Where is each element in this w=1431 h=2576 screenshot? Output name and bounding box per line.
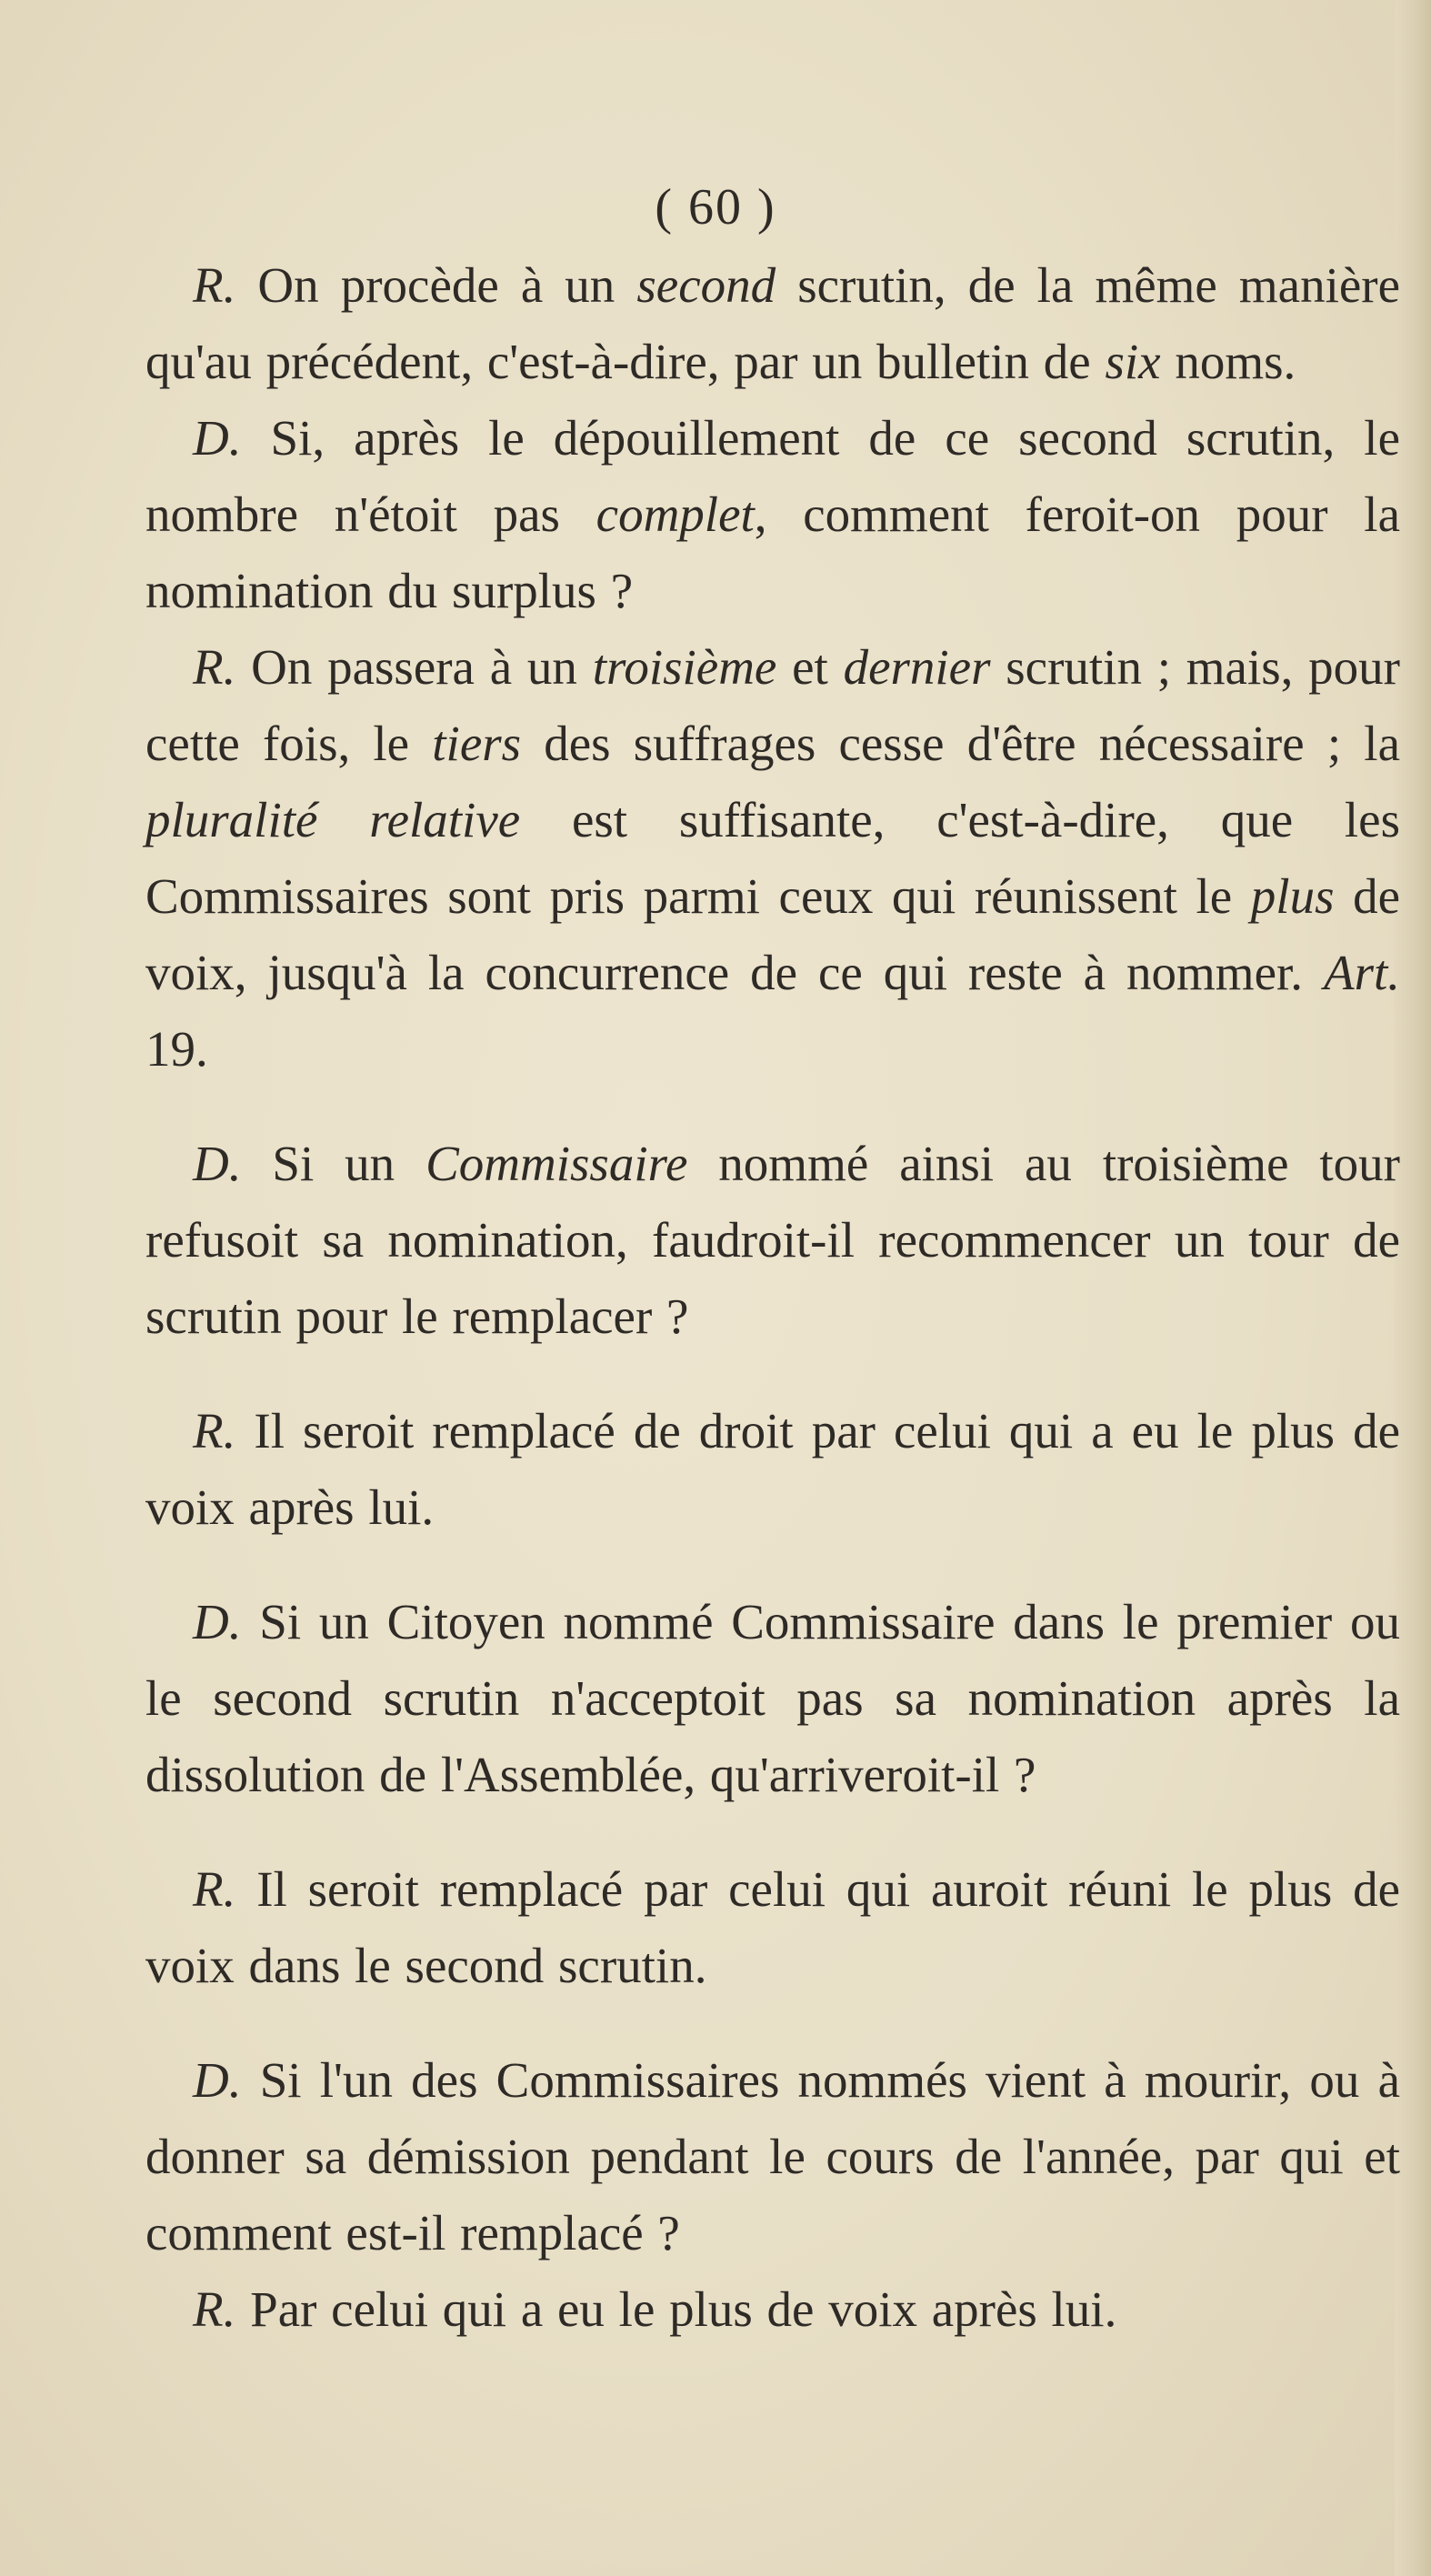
body-text: Si l'un des Commissaires nommés vient à mourir, ou à donner sa démission pendant le cours de l'année, par qui et comment est-il remplacé ? <box>145 2052 1400 2260</box>
italic-text: pluralité relative <box>145 792 521 847</box>
page-edge <box>1395 0 1431 2576</box>
italic-text: complet <box>595 486 755 542</box>
body-text: On procède à un <box>235 257 637 313</box>
italic-text: plus <box>1250 868 1335 924</box>
paragraph <box>145 2271 1400 2348</box>
italic-text: six <box>1105 334 1161 389</box>
speaker-label: R. <box>193 1403 236 1458</box>
body-text: , comment feroit-on pour la nomination du surplus ? <box>145 486 1400 618</box>
body-text: On passera à un <box>235 639 593 695</box>
speaker-label: R. <box>193 257 236 313</box>
text-body <box>145 247 1400 2348</box>
italic-text: troisième <box>592 639 777 695</box>
paragraph <box>145 1851 1400 2004</box>
body-text: 19. <box>145 1021 208 1077</box>
speaker-label: D. <box>193 1594 242 1649</box>
body-text: Si un <box>241 1136 426 1191</box>
paragraph <box>145 1126 1400 1355</box>
speaker-label: D. <box>193 2052 242 2108</box>
paragraph <box>145 629 1400 1088</box>
paragraph <box>145 1393 1400 1546</box>
speaker-label: D. <box>193 410 242 466</box>
speaker-label: R. <box>193 2281 236 2337</box>
body-text: Il seroit remplacé de droit par celui qui a eu le plus de voix après lui. <box>145 1403 1400 1535</box>
body-text: Il seroit remplacé par celui qui auroit réuni le plus de voix dans le second scrutin. <box>145 1861 1400 1993</box>
paragraph <box>145 1584 1400 1813</box>
body-text: est suffisante, c'est-à-dire, que les Commissaires sont pris parmi ceux qui réunissent le <box>145 792 1400 924</box>
body-text: des suffrages cesse d'être nécessaire ; la <box>521 716 1400 771</box>
body-text: nommé ainsi au troisième tour refusoit sa nomination, faudroit-il recommencer un tour de scrutin pour le remplacer ? <box>145 1136 1400 1344</box>
italic-text: tiers <box>432 716 522 771</box>
body-text: Par celui qui a eu le plus de voix après lui. <box>235 2281 1117 2337</box>
paragraph <box>145 400 1400 629</box>
speaker-label: D. <box>193 1136 242 1191</box>
body-text: de voix, jusqu'à la concurrence de ce qui reste à nommer. <box>145 868 1401 1000</box>
body-text: scrutin, de la même manière qu'au précédent, c'est-à-dire, par un bulletin de <box>145 257 1401 389</box>
speaker-label: R. <box>193 1861 236 1917</box>
body-text: et <box>776 639 844 695</box>
body-text: Si un Citoyen nommé Commissaire dans le premier ou le second scrutin n'acceptoit pas sa nomination après la dissolution de l'Assemblée, qu'arriveroit-il ? <box>145 1594 1400 1802</box>
page-number: ( 60 ) <box>655 179 776 236</box>
italic-text: second <box>636 257 776 313</box>
speaker-label: R. <box>193 639 236 695</box>
body-text: noms. <box>1160 334 1296 389</box>
body-text: scrutin ; mais, pour cette fois, le <box>145 639 1400 771</box>
body-text: Si, après le dépouillement de ce second scrutin, le nombre n'étoit pas <box>145 410 1400 542</box>
italic-text: dernier <box>843 639 991 695</box>
paragraph <box>145 247 1400 400</box>
paragraph <box>145 2042 1400 2271</box>
italic-text: Art. <box>1323 945 1400 1000</box>
italic-text: Commissaire <box>425 1136 688 1191</box>
